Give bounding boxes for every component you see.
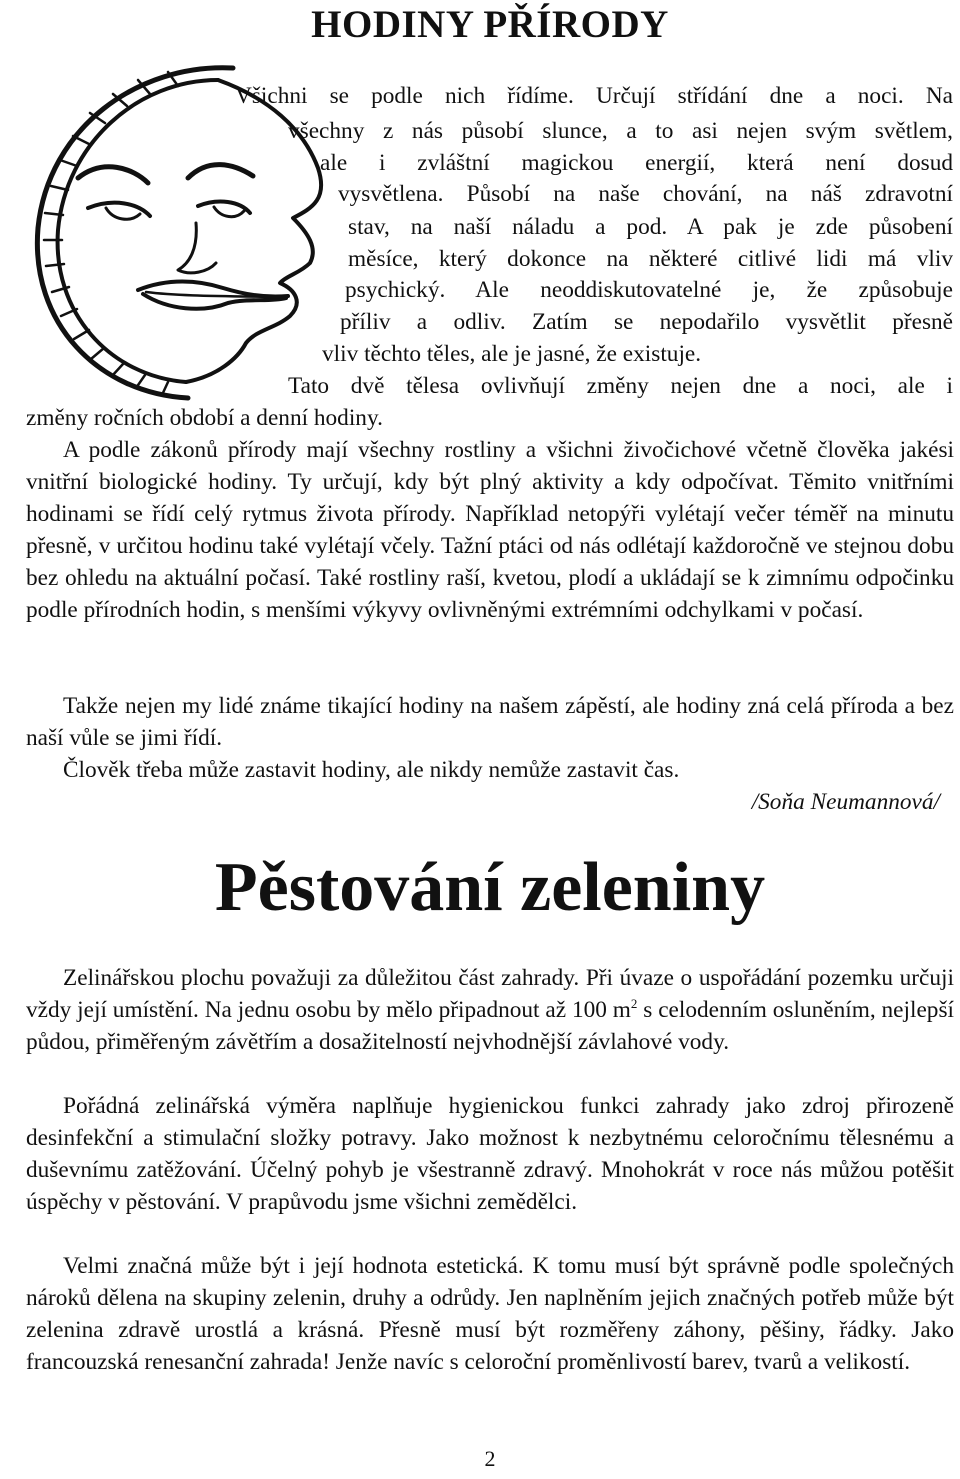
paragraph: Velmi značná může být i její hodnota estetická. K tomu musí být správně podle společných nároků dělena na skupiny zelenin, druhy a odrůdy. Jen naplněním jejich značných potřeb může být zelenina zdravě urostlá a krásná. Přesně musí být rozměřeny záhony, pěšiny, řádky. Jako francouzská renesanční zahrada! Jenže navíc s celoroční proměnlivostí barev, tvarů a velikostí. — [26, 1253, 954, 1375]
paragraph-text: Zelinářskou plochu považuji za důležitou část zahrady. Při úvaze o uspořádání pozemku určuji vždy její umístění. Na jednu osobu by mělo připadnout až 100 m — [26, 965, 954, 1023]
text-line: Tato dvě tělesa ovlivňují změny nejen dne a noci, ale i — [288, 373, 953, 399]
text-line: vliv těchto těles, ale je jasné, že existuje. — [322, 341, 702, 367]
text-line: Všichni se podle nich řídíme. Určují střídání dne a noci. Na — [235, 83, 953, 109]
paragraph: Člověk třeba může zastavit hodiny, ale nikdy nemůže zastavit čas. — [63, 757, 680, 783]
author-signature: /Soňa Neumannová/ — [751, 789, 940, 815]
article-title-hodiny-prirody: HODINY PŘÍRODY — [311, 3, 669, 46]
paragraph: A podle zákonů přírody mají všechny rostliny a všichni živočichové včetně člověka jakési vnitřní biologické hodiny. Ty určují, kdy být plný aktivity a kdy odpočívat. Těmito vnitřními hodinami se řídí celý rytmus života přírody. Například netopýři vylétají večer téměř na minutu přesně, v určitou hodinu také vylétají včely. Tažní ptáci od nás odlétají každoročně ve stejnou dobu bez ohledu na aktuální počasí. Také rostliny raší, kvetou, plodí a ukládají se k zimnímu odpočinku podle přírodních hodin, s menšími výkyvy ovlivněnými extrémními odchylkami v počasí. — [26, 437, 954, 623]
paragraph: změny ročních období a denní hodiny. — [26, 405, 383, 431]
article-title-pestovani-zeleniny: Pěstování zeleniny — [214, 849, 766, 926]
paragraph-text: s celodenním osluněním, nejlepší půdou, přiměřeným závětřím a dosažitelností nejvhodnější závlahové vody. — [26, 997, 954, 1055]
superscript: 2 — [630, 996, 638, 1012]
text-line: měsíce, který dokonce na některé citlivé lidi má vliv — [348, 246, 953, 272]
text-line: vysvětlena. Působí na naše chování, na náš zdravotní — [338, 181, 953, 207]
paragraph — [26, 962, 954, 1058]
page-number: 2 — [484, 1446, 496, 1471]
paragraph: Pořádná zelinářská výměra naplňuje hygienickou funkci zahrady jako zdroj přirozeně desinfekční a stimulační složky potravy. Jako možnost k nezbytnému celoročnímu tělesnému a duševnímu zatěžování. Účelný pohyb je všestranně zdravý. Mnohokrát v roce nás můžou potěšit úspěchy v pěstování. V prapůvodu jsme všichni zemědělci. — [26, 1093, 954, 1215]
text-line: stav, na naší náladu a pod. A pak je zde působení — [348, 214, 953, 240]
text-line: psychický. Ale neoddiskutovatelné je, že způsobuje — [345, 277, 953, 303]
text-line: příliv a odliv. Zatím se nepodařilo vysvětlit přesně — [340, 309, 953, 335]
text-line: všechny z nás působí slunce, a to asi nejen svým světlem, — [288, 118, 953, 144]
text-line: ale i zvláštní magickou energií, která není dosud — [320, 150, 953, 176]
paragraph: Takže nejen my lidé známe tikající hodiny na našem zápěstí, ale hodiny zná celá příroda a bez naší vůle se jimi řídí. — [26, 693, 954, 751]
